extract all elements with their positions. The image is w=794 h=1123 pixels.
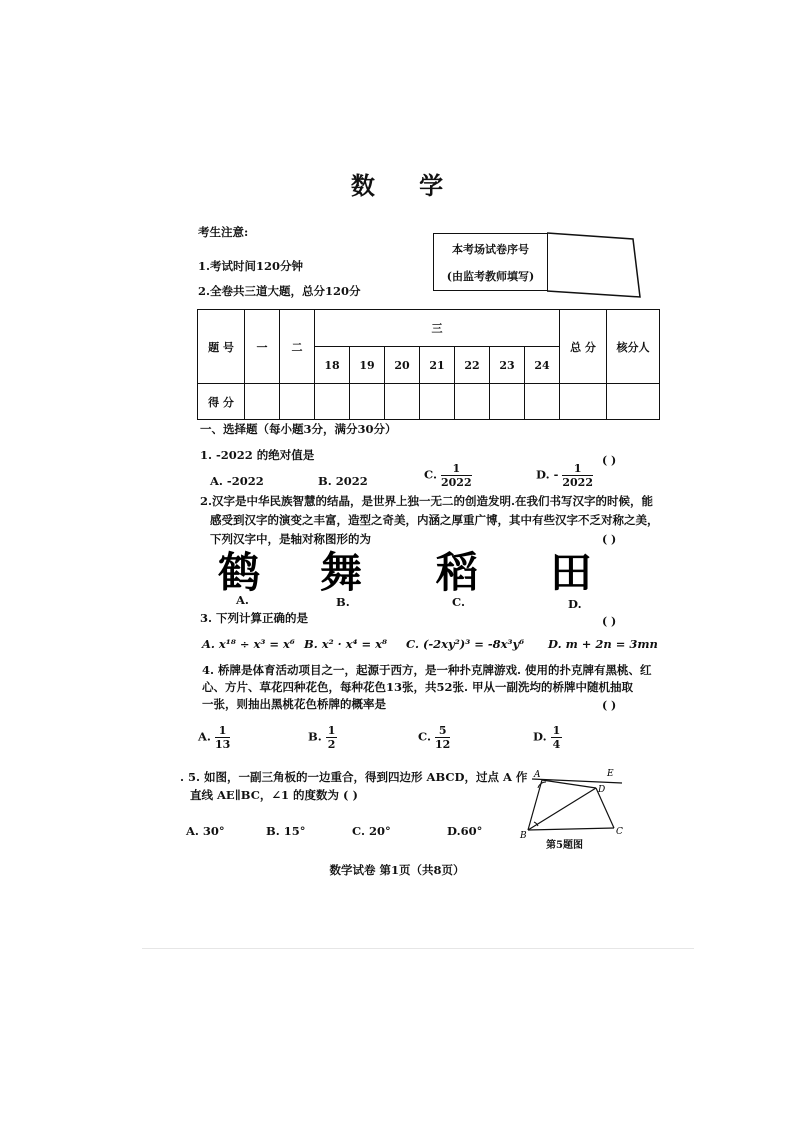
q1-answer-paren: ( ) bbox=[602, 454, 617, 467]
page-divider bbox=[142, 948, 694, 949]
score-cell bbox=[525, 384, 560, 420]
row-label-question: 题 号 bbox=[198, 310, 245, 384]
col-section-three: 三 bbox=[315, 310, 560, 347]
q2-label-b: B. bbox=[336, 595, 350, 609]
q1-option-d-label: D. - bbox=[536, 467, 559, 482]
q2-line-2: 感受到汉字的演变之丰富，造型之奇美，内涵之厚重广博，其中有些汉字不乏对称之美， bbox=[210, 513, 659, 527]
col-section-one: 一 bbox=[245, 310, 280, 384]
q4-option-b-fraction: $\frac{1}{2}$ bbox=[327, 724, 336, 751]
q2-label-c: C. bbox=[452, 595, 465, 609]
q2-line-3: 下列汉字中，是轴对称图形的为 bbox=[210, 532, 371, 546]
q2-char-field: 田 bbox=[550, 548, 593, 597]
q4-line-2: 心、方片、草花四种花色，每种花色13张，共52张. 甲从一副洗均的桥牌中随机抽取 bbox=[202, 680, 634, 694]
notice-line-1: 1.考试时间120分钟 bbox=[198, 259, 304, 273]
page-footer: 数学试卷 第1页（共8页） bbox=[329, 863, 465, 877]
q2-char-rice: 稻 bbox=[436, 548, 479, 597]
q5-geometry-figure bbox=[518, 764, 630, 840]
sub-col-19: 19 bbox=[350, 347, 385, 384]
q4-line-3: 一张，则抽出黑桃花色桥牌的概率是 bbox=[202, 697, 386, 711]
point-d-label: D bbox=[598, 785, 606, 795]
sub-col-24: 24 bbox=[525, 347, 560, 384]
score-cell bbox=[245, 384, 280, 420]
q4-line-1: 4. 桥牌是体育活动项目之一，起源于西方，是一种扑克牌游戏. 使用的扑克牌有黑桃、红 bbox=[202, 663, 652, 677]
col-total: 总 分 bbox=[560, 310, 607, 384]
q1-option-d bbox=[536, 462, 593, 489]
q5-line-1: . 5. 如图，一副三角板的一边重合，得到四边形 ABCD，过点 A 作 bbox=[180, 770, 528, 784]
q3-option-c: C. (-2xy²)³ = -8x³y⁶ bbox=[406, 637, 525, 651]
point-e-label: E bbox=[607, 769, 614, 779]
q1-option-d-fraction: $\frac{1}{2022}$ bbox=[562, 462, 593, 489]
score-cell bbox=[455, 384, 490, 420]
q4-answer-paren: ( ) bbox=[602, 699, 617, 712]
q5-option-c: C. 20° bbox=[352, 824, 391, 838]
q5-option-d: D.60° bbox=[447, 824, 483, 838]
sub-col-18: 18 bbox=[315, 347, 350, 384]
q3-option-a: A. x¹⁸ ÷ x³ = x⁶ bbox=[202, 637, 295, 651]
point-a-label: A bbox=[534, 770, 541, 780]
q4-option-d-fraction: $\frac{1}{4}$ bbox=[552, 724, 561, 751]
score-cell bbox=[280, 384, 315, 420]
col-checker: 核分人 bbox=[607, 310, 660, 384]
serial-box-extension bbox=[547, 225, 642, 303]
q2-label-a: A. bbox=[236, 593, 249, 607]
q5-line-2: 直线 AE∥BC，∠1 的度数为 ( ) bbox=[190, 788, 358, 802]
q5-figure-caption: 第5题图 bbox=[546, 840, 583, 851]
sub-col-23: 23 bbox=[490, 347, 525, 384]
q1-option-c bbox=[424, 462, 472, 489]
q4-option-d: D. $\frac{1}{4}$ bbox=[533, 724, 561, 751]
sub-col-20: 20 bbox=[385, 347, 420, 384]
q5-option-a: A. 30° bbox=[186, 824, 225, 838]
q1-option-c-fraction: $\frac{1}{2022}$ bbox=[440, 462, 472, 489]
score-cell bbox=[385, 384, 420, 420]
page-title: 数 学 bbox=[350, 171, 462, 200]
q3-answer-paren: ( ) bbox=[602, 615, 617, 628]
q2-char-dance: 舞 bbox=[320, 548, 363, 597]
sub-col-22: 22 bbox=[455, 347, 490, 384]
q1-option-c-label: C. bbox=[424, 467, 437, 482]
serial-box-line-2: (由监考教师填写) bbox=[446, 270, 535, 283]
point-c-label: C bbox=[616, 827, 623, 837]
q4-option-b: B. $\frac{1}{2}$ bbox=[308, 724, 336, 751]
q2-line-1: 2.汉字是中华民族智慧的结晶，是世界上独一无二的创造发明.在我们书写汉字的时候，能 bbox=[200, 494, 654, 508]
score-cell bbox=[350, 384, 385, 420]
notice-heading: 考生注意: bbox=[198, 225, 249, 239]
q1-option-a: A. -2022 bbox=[210, 474, 264, 488]
q1-stem: 1. -2022 的绝对值是 bbox=[200, 448, 315, 462]
q4-option-a: A. $\frac{1}{13}$ bbox=[198, 724, 231, 751]
serial-number-box bbox=[433, 233, 548, 291]
q3-stem: 3. 下列计算正确的是 bbox=[200, 611, 309, 625]
q4-option-c-fraction: $\frac{5}{12}$ bbox=[434, 724, 451, 751]
section-heading: 一、选择题（每小题3分，满分30分） bbox=[200, 422, 397, 436]
q2-char-crane: 鹤 bbox=[218, 548, 261, 597]
q3-option-d: D. m + 2n = 3mn bbox=[548, 637, 658, 651]
q3-option-b: B. x² · x⁴ = x⁸ bbox=[304, 637, 388, 651]
score-cell bbox=[607, 384, 660, 420]
q5-option-b: B. 15° bbox=[266, 824, 306, 838]
q4-option-c: C. $\frac{5}{12}$ bbox=[418, 724, 451, 751]
serial-box-line-1: 本考场试卷序号 bbox=[452, 243, 529, 256]
score-cell bbox=[315, 384, 350, 420]
score-cell bbox=[560, 384, 607, 420]
angle-1-arc bbox=[538, 782, 546, 788]
col-section-two: 二 bbox=[280, 310, 315, 384]
q4-option-a-fraction: $\frac{1}{13}$ bbox=[214, 724, 231, 751]
row-label-score: 得 分 bbox=[198, 384, 245, 420]
point-b-label: B bbox=[520, 831, 527, 840]
q1-option-b: B. 2022 bbox=[318, 474, 368, 488]
q2-label-d: D. bbox=[568, 597, 582, 611]
sub-col-21: 21 bbox=[420, 347, 455, 384]
line-bc bbox=[528, 828, 614, 830]
q2-answer-paren: ( ) bbox=[602, 533, 617, 546]
notice-line-2: 2.全卷共三道大题，总分120分 bbox=[198, 284, 361, 298]
score-table bbox=[197, 309, 660, 420]
score-cell bbox=[420, 384, 455, 420]
score-cell bbox=[490, 384, 525, 420]
